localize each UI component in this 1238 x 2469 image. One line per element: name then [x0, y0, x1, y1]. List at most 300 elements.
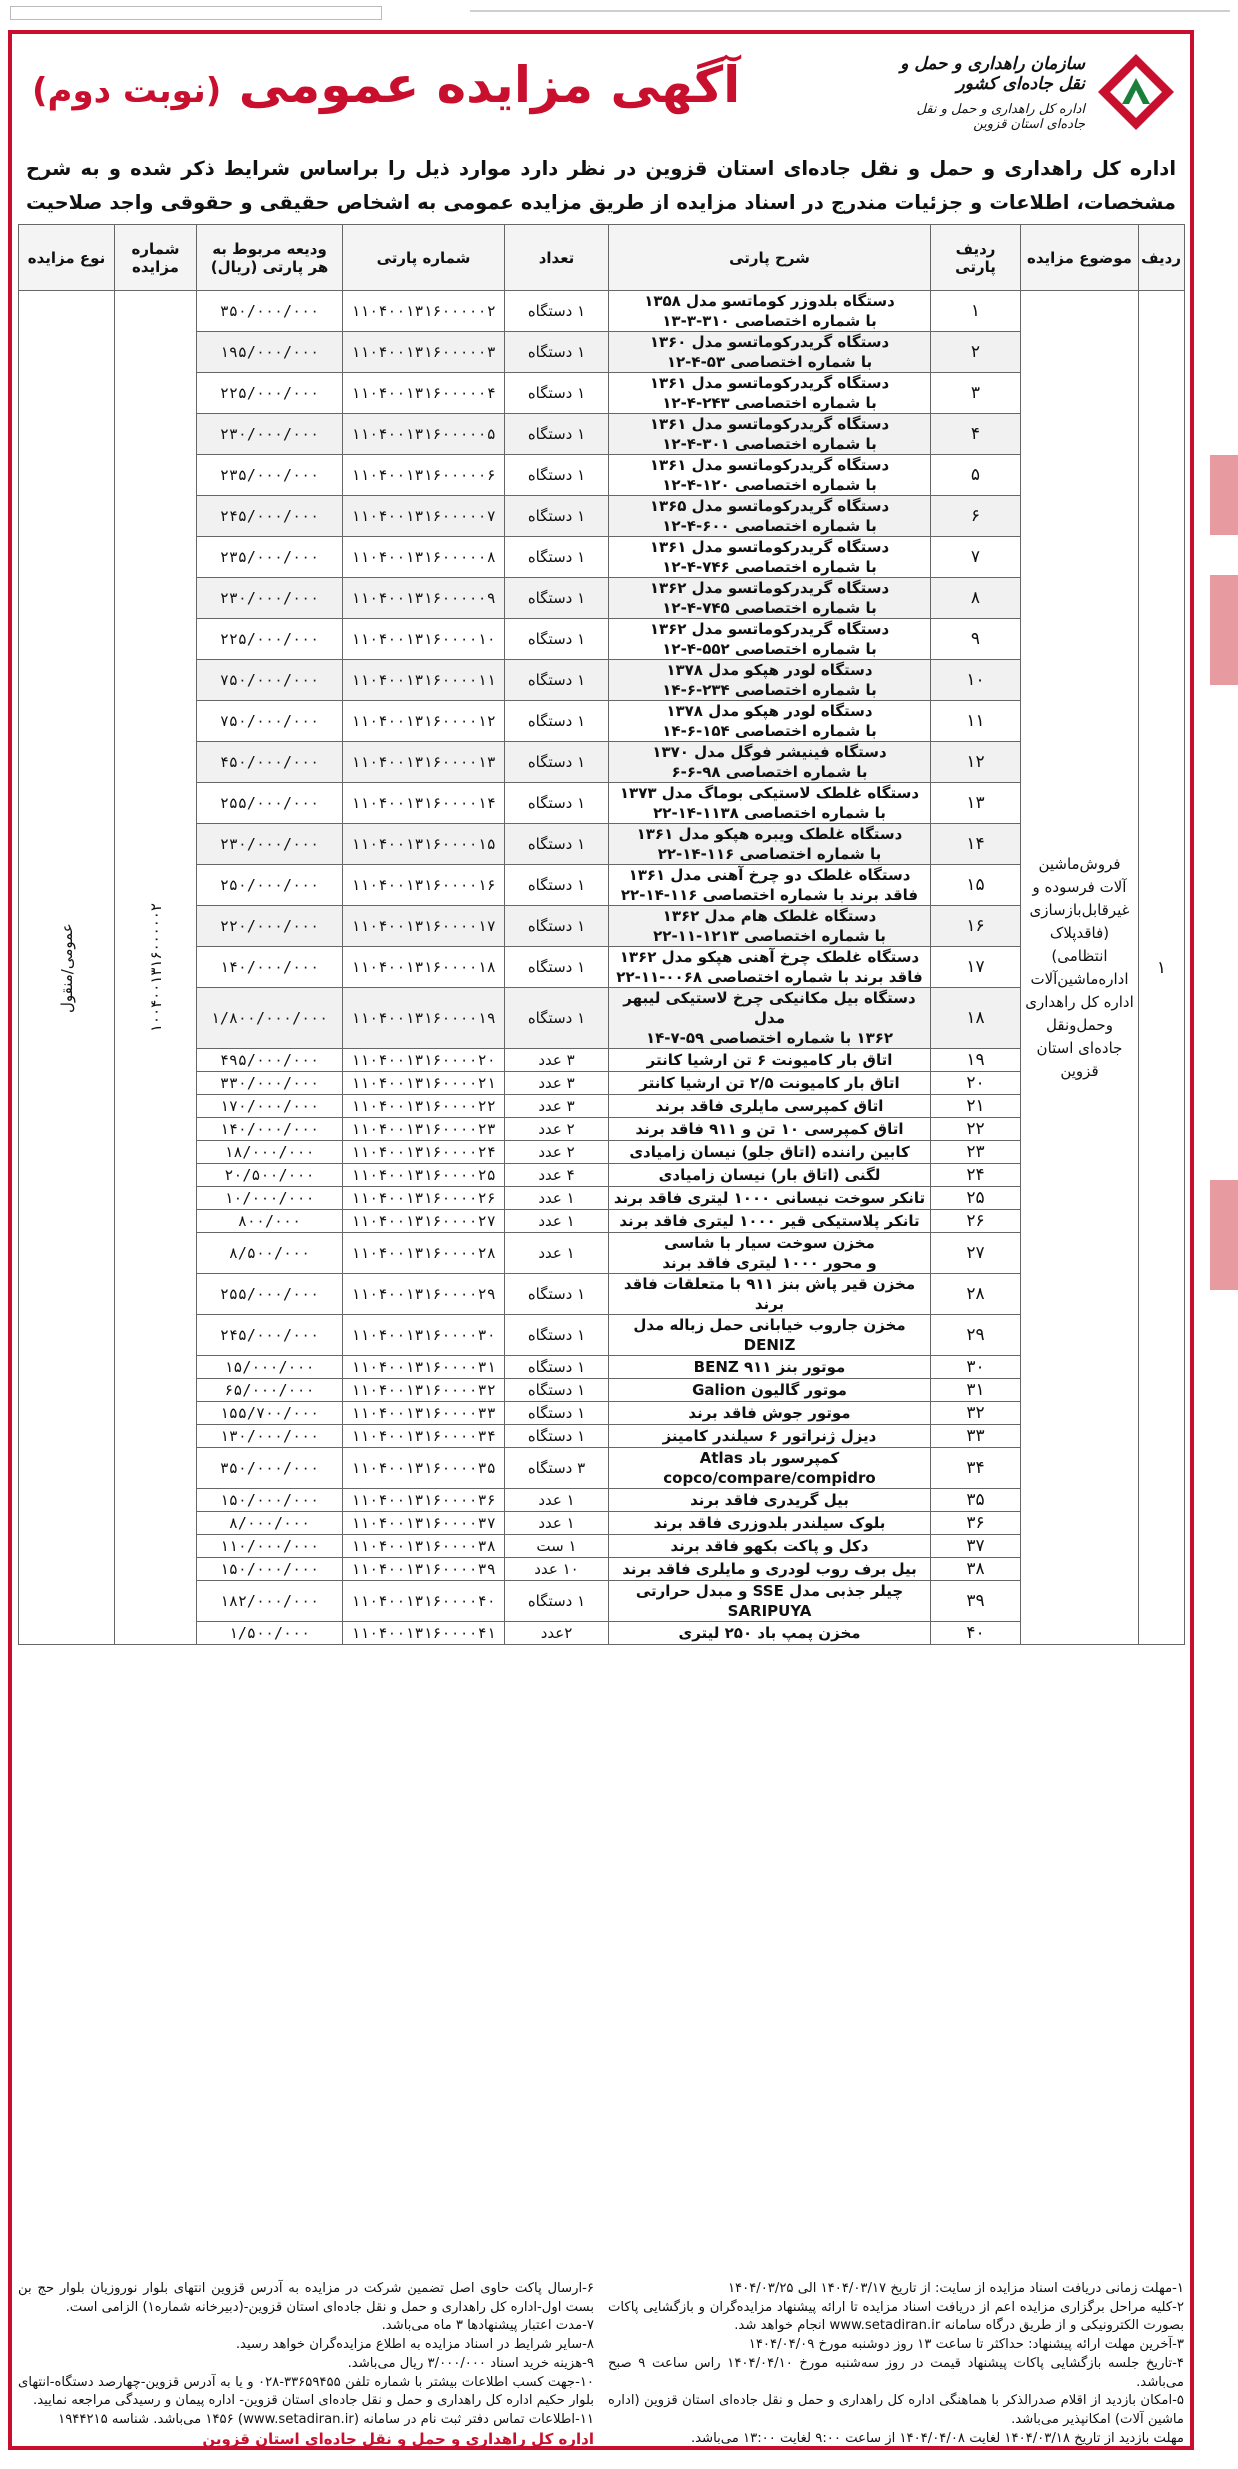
lot-description-cell — [609, 1095, 931, 1118]
lot-deposit-cell: ۸/۵۰۰/۰۰۰ — [197, 1233, 343, 1274]
lot-deposit-cell: ۲۲۰/۰۰۰/۰۰۰ — [197, 906, 343, 947]
note-item: ۶-ارسال پاکت حاوی اصل تضمین شرکت در مزایده به آدرس قزوین انتهای بلوار نوروزیان بلوار حج بن بست اول-اداره کل راهداری و حمل و نقل جاده‌ای استان قزوین-(دبیرخانه شماره۱) الزامی است. — [18, 2281, 594, 2315]
lot-deposit-cell: ۲۵۰/۰۰۰/۰۰۰ — [197, 865, 343, 906]
lot-number-cell: ۶ — [931, 496, 1021, 537]
side-marker — [1210, 1180, 1238, 1290]
lot-description-cell — [609, 291, 931, 332]
lot-code-cell: ۱۱۰۴۰۰۱۳۱۶۰۰۰۰۴۱ — [343, 1622, 505, 1645]
title-sub: (نوبت دوم) — [32, 71, 222, 111]
header-qty: تعداد — [505, 225, 609, 291]
lot-quantity-cell: ۱ دستگاه — [505, 1425, 609, 1448]
lot-description-line-2: با شماره اختصاصی ۳۱۰-۳-۱۳ — [662, 312, 877, 330]
lot-code-cell: ۱۱۰۴۰۰۱۳۱۶۰۰۰۰۲۲ — [343, 1095, 505, 1118]
lot-description-cell — [609, 1622, 931, 1645]
lot-deposit-cell: ۱۵۵/۷۰۰/۰۰۰ — [197, 1402, 343, 1425]
lot-deposit-cell: ۲۴۵/۰۰۰/۰۰۰ — [197, 496, 343, 537]
lot-description-line-2: با شماره اختصاصی ۱۱۶-۱۴-۲۲ — [657, 845, 882, 863]
lot-code-cell: ۱۱۰۴۰۰۱۳۱۶۰۰۰۰۰۶ — [343, 455, 505, 496]
lot-number-cell: ۸ — [931, 578, 1021, 619]
note-item: ۷-مدت اعتبار پیشنهادها ۳ ماه می‌باشد. — [381, 2318, 594, 2334]
lot-code-cell: ۱۱۰۴۰۰۱۳۱۶۰۰۰۰۱۹ — [343, 988, 505, 1049]
lot-deposit-cell: ۲۳۵/۰۰۰/۰۰۰ — [197, 455, 343, 496]
lot-number-cell: ۱۴ — [931, 824, 1021, 865]
lot-quantity-cell: ۱ دستگاه — [505, 1356, 609, 1379]
lot-description-line-1: دستگاه گریدرکوماتسو مدل ۱۳۶۱ — [649, 538, 890, 556]
lot-description-cell — [609, 988, 931, 1049]
lot-description-line-1: دستگاه لودر هپکو مدل ۱۳۷۸ — [666, 661, 873, 679]
lot-code-cell: ۱۱۰۴۰۰۱۳۱۶۰۰۰۰۳۶ — [343, 1489, 505, 1512]
note-item: مهلت بازدید از تاریخ ۱۴۰۴/۰۳/۱۸ لغایت ۱۴۰۴/۰۴/۰۸ از ساعت ۹:۰۰ لغایت ۱۳:۰۰ می‌باشد. — [690, 2430, 1184, 2446]
notes-footer-signature: اداره کل راهداری و حمل و نقل جاده‌ای استان قزوین — [202, 2429, 594, 2448]
lot-number-cell: ۳۴ — [931, 1448, 1021, 1489]
lot-description-cell — [609, 1512, 931, 1535]
advert-title — [32, 56, 740, 114]
lot-description-line-2: با شماره اختصاصی ۳۰۱-۴-۱۲ — [662, 435, 877, 453]
lot-deposit-cell: ۲۳۰/۰۰۰/۰۰۰ — [197, 578, 343, 619]
lot-description-cell — [609, 906, 931, 947]
lot-number-cell: ۱۶ — [931, 906, 1021, 947]
lot-code-cell: ۱۱۰۴۰۰۱۳۱۶۰۰۰۰۳۲ — [343, 1379, 505, 1402]
lot-quantity-cell: ۱ دستگاه — [505, 537, 609, 578]
org-line-2: اداره کل راهداری و حمل و نقل جاده‌ای استان قزوین — [916, 102, 1085, 132]
lot-code-cell: ۱۱۰۴۰۰۱۳۱۶۰۰۰۰۱۶ — [343, 865, 505, 906]
note-item: ۵-امکان بازدید از اقلام صدرالذکر با هماهنگی اداره کل راهداری و حمل و نقل جاده‌ای استان قزوین (اداره ماشین آلات) امکانپذیر می‌باشد. — [608, 2393, 1184, 2427]
lots-table — [18, 224, 1185, 1645]
header-radif: ردیف — [1139, 225, 1185, 291]
lot-number-cell: ۲۰ — [931, 1072, 1021, 1095]
lot-description-line-1: دستگاه غلطک هام مدل ۱۳۶۲ — [662, 907, 877, 925]
lot-code-cell: ۱۱۰۴۰۰۱۳۱۶۰۰۰۰۱۲ — [343, 701, 505, 742]
subject-cell: فروش‌ماشین آلات فرسوده و غیرقابل‌بازسازی (فاقدپلاک انتظامی) اداره‌ماشین‌آلات اداره کل راهداری وحمل‌ونقل جاده‌ای استان قزوین — [1021, 291, 1139, 1645]
lot-code-cell: ۱۱۰۴۰۰۱۳۱۶۰۰۰۰۳۹ — [343, 1558, 505, 1581]
lot-description-line-1: کمپرسور باد Atlas — [699, 1449, 840, 1467]
lot-description-cell — [609, 947, 931, 988]
radif-cell: ۱ — [1139, 291, 1185, 1645]
lot-description-line-2: و محور ۱۰۰۰ لیتری فاقد برند — [662, 1254, 877, 1272]
lot-description-line-1: اتاق بار کامیونت ۶ تن ارشیا کانتر — [646, 1051, 893, 1069]
lot-description-cell — [609, 1210, 931, 1233]
lot-description-line-1: تانکر سوخت نیسانی ۱۰۰۰ لیتری فاقد برند — [613, 1189, 926, 1207]
lot-code-cell: ۱۱۰۴۰۰۱۳۱۶۰۰۰۰۴۰ — [343, 1581, 505, 1622]
lot-description-line-1: اتاق کمپرسی مایلری فاقد برند — [655, 1097, 884, 1115]
top-strip-box — [10, 6, 382, 20]
lot-deposit-cell: ۸۰۰/۰۰۰ — [197, 1210, 343, 1233]
lot-description-cell — [609, 1425, 931, 1448]
lot-deposit-cell: ۱۵۰/۰۰۰/۰۰۰ — [197, 1489, 343, 1512]
lot-description-line-1: مخزن جاروب خیابانی حمل زباله مدل DENIZ — [633, 1316, 906, 1354]
lot-description-line-1: تانکر پلاستیکی قیر ۱۰۰۰ لیتری فاقد برند — [619, 1212, 920, 1230]
lot-number-cell: ۱۲ — [931, 742, 1021, 783]
lot-number-cell: ۴ — [931, 414, 1021, 455]
lot-deposit-cell: ۱۵/۰۰۰/۰۰۰ — [197, 1356, 343, 1379]
header-desc: شرح پارتی — [609, 225, 931, 291]
lot-deposit-cell: ۱۹۵/۰۰۰/۰۰۰ — [197, 332, 343, 373]
lot-description-line-1: مخزن قیر پاش بنز ۹۱۱ با متعلقات فاقد برند — [623, 1275, 916, 1313]
lot-number-cell: ۱۱ — [931, 701, 1021, 742]
lot-code-cell: ۱۱۰۴۰۰۱۳۱۶۰۰۰۰۰۸ — [343, 537, 505, 578]
lot-quantity-cell: ۱ دستگاه — [505, 865, 609, 906]
lot-code-cell: ۱۱۰۴۰۰۱۳۱۶۰۰۰۰۳۸ — [343, 1535, 505, 1558]
lot-description-cell — [609, 1535, 931, 1558]
lot-code-cell: ۱۱۰۴۰۰۱۳۱۶۰۰۰۰۱۸ — [343, 947, 505, 988]
lot-description-line-1: کابین راننده (اتاق جلو) نیسان زامیادی — [629, 1143, 910, 1161]
lot-deposit-cell: ۷۵۰/۰۰۰/۰۰۰ — [197, 660, 343, 701]
advert-frame — [8, 30, 1194, 2450]
lot-number-cell: ۲۹ — [931, 1315, 1021, 1356]
lot-description-line-2: با شماره اختصاصی ۶۰۰-۴-۱۲ — [662, 517, 877, 535]
lot-quantity-cell: ۳ عدد — [505, 1049, 609, 1072]
organization-name — [875, 54, 1085, 132]
lot-description-line-1: دستگاه گریدرکوماتسو مدل ۱۳۶۲ — [649, 620, 890, 638]
lot-quantity-cell: ۱ دستگاه — [505, 824, 609, 865]
lot-description-cell — [609, 1448, 931, 1489]
lot-quantity-cell: ۱ دستگاه — [505, 742, 609, 783]
lot-description-line-1: اتاق کمپرسی ۱۰ تن و ۹۱۱ فاقد برند — [635, 1120, 904, 1138]
lot-description-line-2: با شماره اختصاصی ۲۴۳-۴-۱۲ — [662, 394, 877, 412]
note-item: ۱-مهلت زمانی دریافت اسناد مزایده از سایت: از تاریخ ۱۴۰۴/۰۳/۱۷ الی ۱۴۰۴/۰۳/۲۵ — [727, 2281, 1184, 2296]
lot-number-cell: ۱۷ — [931, 947, 1021, 988]
lot-description-line-2: با شماره اختصاصی ۷۴۶-۴-۱۲ — [662, 558, 877, 576]
lot-number-cell: ۲ — [931, 332, 1021, 373]
title-main: آگهی مزایده عمومی — [238, 56, 741, 114]
lot-number-cell: ۲۳ — [931, 1141, 1021, 1164]
top-strip — [0, 0, 1238, 28]
lot-description-line-1: دستگاه لودر هپکو مدل ۱۳۷۸ — [666, 702, 873, 720]
lot-code-cell: ۱۱۰۴۰۰۱۳۱۶۰۰۰۰۰۹ — [343, 578, 505, 619]
lot-code-cell: ۱۱۰۴۰۰۱۳۱۶۰۰۰۰۰۲ — [343, 291, 505, 332]
top-strip-line — [470, 10, 1230, 12]
side-marker — [1210, 575, 1238, 685]
lot-description-line-1: مخزن پمپ باد ۲۵۰ لیتری — [678, 1624, 861, 1642]
lot-code-cell: ۱۱۰۴۰۰۱۳۱۶۰۰۰۰۳۱ — [343, 1356, 505, 1379]
lot-number-cell: ۱۰ — [931, 660, 1021, 701]
lot-description-line-1: چیلر جذبی مدل SSE و مبدل حرارتی — [635, 1582, 904, 1600]
lot-number-cell: ۳۶ — [931, 1512, 1021, 1535]
lot-quantity-cell: ۱ دستگاه — [505, 332, 609, 373]
header-type: نوع مزایده — [19, 225, 115, 291]
lot-description-cell — [609, 1379, 931, 1402]
lot-quantity-cell: ۱ دستگاه — [505, 291, 609, 332]
lot-deposit-cell: ۱۵۰/۰۰۰/۰۰۰ — [197, 1558, 343, 1581]
lot-description-line-1: دستگاه گریدرکوماتسو مدل ۱۳۶۵ — [649, 497, 890, 515]
lot-code-cell: ۱۱۰۴۰۰۱۳۱۶۰۰۰۰۱۳ — [343, 742, 505, 783]
lot-description-cell — [609, 1049, 931, 1072]
lot-quantity-cell: ۲ عدد — [505, 1118, 609, 1141]
lot-description-line-2: فاقد برند با شماره اختصاصی ۱۱۶-۱۴-۲۲ — [620, 886, 919, 904]
lot-number-cell: ۲۱ — [931, 1095, 1021, 1118]
road-organization-logo-icon — [1096, 52, 1176, 132]
lot-code-cell: ۱۱۰۴۰۰۱۳۱۶۰۰۰۰۳۷ — [343, 1512, 505, 1535]
lot-description-line-1: لگنی (اتاق بار) نیسان زامیادی — [658, 1166, 881, 1184]
lot-code-cell: ۱۱۰۴۰۰۱۳۱۶۰۰۰۰۲۰ — [343, 1049, 505, 1072]
lot-quantity-cell: ۱ دستگاه — [505, 988, 609, 1049]
lot-quantity-cell: ۱ دستگاه — [505, 414, 609, 455]
lot-description-line-2: با شماره اختصاصی ۲۳۴-۶-۱۴ — [662, 681, 877, 699]
lot-code-cell: ۱۱۰۴۰۰۱۳۱۶۰۰۰۰۲۵ — [343, 1164, 505, 1187]
note-item: ۳-آخرین مهلت ارائه پیشنهاد: حداکثر تا ساعت ۱۳ روز دوشنبه مورخ ۱۴۰۴/۰۴/۰۹ — [748, 2337, 1184, 2353]
lot-quantity-cell: ۱ دستگاه — [505, 1402, 609, 1425]
lot-description-cell — [609, 865, 931, 906]
lot-description-line-1: دستگاه غلطک ویبره هپکو مدل ۱۳۶۱ — [636, 825, 903, 843]
lot-code-cell: ۱۱۰۴۰۰۱۳۱۶۰۰۰۰۰۴ — [343, 373, 505, 414]
lot-code-cell: ۱۱۰۴۰۰۱۳۱۶۰۰۰۰۲۸ — [343, 1233, 505, 1274]
lot-number-cell: ۲۸ — [931, 1274, 1021, 1315]
lot-quantity-cell: ۱ دستگاه — [505, 947, 609, 988]
lot-quantity-cell: ۱ دستگاه — [505, 619, 609, 660]
lot-deposit-cell: ۸/۰۰۰/۰۰۰ — [197, 1512, 343, 1535]
lot-description-line-1: دستگاه گریدرکوماتسو مدل ۱۳۶۱ — [649, 415, 890, 433]
lot-description-line-1: موتور جوش فاقد برند — [688, 1404, 851, 1422]
lot-quantity-cell: ۱ دستگاه — [505, 496, 609, 537]
lot-quantity-cell: ۱ دستگاه — [505, 373, 609, 414]
note-item: ۲-کلیه مراحل برگزاری مزایده اعم از دریافت اسناد مزایده تا ارائه پیشنهاد مزایده‌گران و بازگشایی پاکات بصورت الکترونیکی و از طریق درگاه سامانه www.setadiran.ir انجام خواهد شد. — [608, 2299, 1184, 2334]
lot-quantity-cell: ۱ دستگاه — [505, 1581, 609, 1622]
lot-description-line-2: فاقد برند با شماره اختصاصی ۰۰۶۸-۱۱-۲۲ — [616, 968, 923, 986]
lot-deposit-cell: ۶۵/۰۰۰/۰۰۰ — [197, 1379, 343, 1402]
lot-description-line-2: copco/compare/compidro — [663, 1469, 876, 1487]
lot-code-cell: ۱۱۰۴۰۰۱۳۱۶۰۰۰۰۲۶ — [343, 1187, 505, 1210]
advert-header — [12, 34, 1190, 150]
lot-description-line-2: ۱۳۶۲ با شماره اختصاصی ۵۹-۷-۱۴ — [645, 1029, 894, 1047]
lot-deposit-cell: ۱۴۰/۰۰۰/۰۰۰ — [197, 947, 343, 988]
lot-description-line-1: دستگاه غلطک چرخ آهنی هپکو مدل ۱۳۶۲ — [619, 948, 920, 966]
note-item: ۱۱-اطلاعات تماس دفتر ثبت نام در سامانه (www.setadiran.ir) ۱۴۵۶ می‌باشد. شناسه ۱۹۴۴۲۱۵ — [58, 2411, 594, 2427]
lot-description-cell — [609, 414, 931, 455]
header-deposit: ودیعه مربوط به هر پارتی (ریال) — [197, 225, 343, 291]
lot-quantity-cell: ۳ عدد — [505, 1095, 609, 1118]
lot-deposit-cell: ۲۴۵/۰۰۰/۰۰۰ — [197, 1315, 343, 1356]
lot-quantity-cell: ۱ دستگاه — [505, 1274, 609, 1315]
lot-number-cell: ۳۲ — [931, 1402, 1021, 1425]
lot-description-line-1: دکل و پاکت بکهو فاقد برند — [670, 1537, 869, 1555]
lot-number-cell: ۳۱ — [931, 1379, 1021, 1402]
lot-description-cell — [609, 1187, 931, 1210]
lot-deposit-cell: ۲۰/۵۰۰/۰۰۰ — [197, 1164, 343, 1187]
lot-deposit-cell: ۱/۵۰۰/۰۰۰ — [197, 1622, 343, 1645]
lot-description-line-2: با شماره اختصاصی ۱۲۱۳-۱۱-۲۲ — [653, 927, 886, 945]
lot-code-cell: ۱۱۰۴۰۰۱۳۱۶۰۰۰۰۲۷ — [343, 1210, 505, 1233]
lot-deposit-cell: ۱۸۲/۰۰۰/۰۰۰ — [197, 1581, 343, 1622]
table-row — [19, 291, 1185, 332]
lot-number-cell: ۳۸ — [931, 1558, 1021, 1581]
lot-code-cell: ۱۱۰۴۰۰۱۳۱۶۰۰۰۰۳۳ — [343, 1402, 505, 1425]
lot-deposit-cell: ۱۷۰/۰۰۰/۰۰۰ — [197, 1095, 343, 1118]
lot-deposit-cell: ۱۰/۰۰۰/۰۰۰ — [197, 1187, 343, 1210]
lot-description-line-1: مخزن سوخت سیار با شاسی — [664, 1234, 875, 1252]
header-lot-no: ردیف پارتی — [931, 225, 1021, 291]
lot-code-cell: ۱۱۰۴۰۰۱۳۱۶۰۰۰۰۰۵ — [343, 414, 505, 455]
lot-number-cell: ۳۰ — [931, 1356, 1021, 1379]
lot-code-cell: ۱۱۰۴۰۰۱۳۱۶۰۰۰۰۱۱ — [343, 660, 505, 701]
lot-deposit-cell: ۲۲۵/۰۰۰/۰۰۰ — [197, 619, 343, 660]
lot-quantity-cell: ۳ دستگاه — [505, 1448, 609, 1489]
lot-code-cell: ۱۱۰۴۰۰۱۳۱۶۰۰۰۰۰۳ — [343, 332, 505, 373]
lot-code-cell: ۱۱۰۴۰۰۱۳۱۶۰۰۰۰۲۳ — [343, 1118, 505, 1141]
lot-number-cell: ۳۷ — [931, 1535, 1021, 1558]
lot-description-cell — [609, 1489, 931, 1512]
lot-description-line-2: SARIPUYA — [727, 1602, 812, 1620]
lot-description-line-1: دستگاه فینیشر فوگل مدل ۱۳۷۰ — [652, 743, 887, 761]
lot-description-cell — [609, 332, 931, 373]
lot-number-cell: ۱۸ — [931, 988, 1021, 1049]
note-item: ۱۰-جهت کسب اطلاعات بیشتر با شماره تلفن ۳۳۶۵۹۴۵۵-۰۲۸ و یا به آدرس قزوین-چهارصد دستگاه-انتهای بلوار حکیم اداره کل راهداری و حمل و نقل جاده‌ای استان قزوین- اداره پیمان و رسیدگی مراجعه نمایید. — [18, 2374, 594, 2409]
lot-description-cell — [609, 783, 931, 824]
lot-quantity-cell: ۲عدد — [505, 1622, 609, 1645]
lot-description-line-1: موتور بنز BENZ ۹۱۱ — [693, 1358, 846, 1376]
lot-deposit-cell: ۱۸/۰۰۰/۰۰۰ — [197, 1141, 343, 1164]
header-lot-code: شماره پارتی — [343, 225, 505, 291]
lot-description-line-2: با شماره اختصاصی ۱۵۴-۶-۱۴ — [662, 722, 877, 740]
lot-code-cell: ۱۱۰۴۰۰۱۳۱۶۰۰۰۰۱۵ — [343, 824, 505, 865]
lot-number-cell: ۴۰ — [931, 1622, 1021, 1645]
lot-number-cell: ۹ — [931, 619, 1021, 660]
note-item: ۴-تاریخ جلسه بازگشایی پاکات پیشنهاد قیمت در روز سه‌شنبه مورخ ۱۴۰۴/۰۴/۱۰ راس ساعت ۹ صبح می‌باشد. — [608, 2355, 1184, 2390]
lot-description-line-1: دستگاه غلطک دو چرخ آهنی مدل ۱۳۶۱ — [628, 866, 911, 884]
lot-number-cell: ۲۲ — [931, 1118, 1021, 1141]
lot-deposit-cell: ۲۵۵/۰۰۰/۰۰۰ — [197, 1274, 343, 1315]
lot-quantity-cell: ۴ عدد — [505, 1164, 609, 1187]
lot-number-cell: ۲۶ — [931, 1210, 1021, 1233]
lot-description-cell — [609, 701, 931, 742]
lot-description-line-2: با شماره اختصاصی ۱۲۰-۴-۱۲ — [662, 476, 877, 494]
lot-deposit-cell: ۲۳۵/۰۰۰/۰۰۰ — [197, 537, 343, 578]
notes-section — [18, 2280, 1184, 2446]
lot-description-cell — [609, 1233, 931, 1274]
lot-description-line-1: اتاق بار کامیونت ۲/۵ تن ارشیا کانتر — [639, 1074, 900, 1092]
lot-description-cell — [609, 824, 931, 865]
lot-number-cell: ۲۴ — [931, 1164, 1021, 1187]
side-marker — [1210, 455, 1238, 535]
lot-deposit-cell: ۱۳۰/۰۰۰/۰۰۰ — [197, 1425, 343, 1448]
lot-quantity-cell: ۱ دستگاه — [505, 783, 609, 824]
lot-deposit-cell: ۱۱۰/۰۰۰/۰۰۰ — [197, 1535, 343, 1558]
lot-quantity-cell: ۱ ست — [505, 1535, 609, 1558]
lot-description-cell — [609, 660, 931, 701]
lot-number-cell: ۲۷ — [931, 1233, 1021, 1274]
lot-description-cell — [609, 742, 931, 783]
lot-description-line-1: دستگاه گریدرکوماتسو مدل ۱۳۶۲ — [649, 579, 890, 597]
lot-deposit-cell: ۲۵۵/۰۰۰/۰۰۰ — [197, 783, 343, 824]
lot-description-cell — [609, 1402, 931, 1425]
lot-code-cell: ۱۱۰۴۰۰۱۳۱۶۰۰۰۰۲۴ — [343, 1141, 505, 1164]
header-auction-no: شماره مزایده — [115, 225, 197, 291]
lot-description-line-1: دستگاه گریدرکوماتسو مدل ۱۳۶۰ — [649, 333, 890, 351]
lot-description-line-1: بلوک سیلندر بلدوزری فاقد برند — [653, 1514, 886, 1532]
lot-description-line-2: با شماره اختصاصی ۵۳-۴-۱۲ — [666, 353, 873, 371]
lot-code-cell: ۱۱۰۴۰۰۱۳۱۶۰۰۰۰۱۰ — [343, 619, 505, 660]
lot-description-line-1: بیل گریدری فاقد برند — [690, 1491, 849, 1509]
lot-quantity-cell: ۱ دستگاه — [505, 906, 609, 947]
lot-description-cell — [609, 1141, 931, 1164]
lot-deposit-cell: ۳۳۰/۰۰۰/۰۰۰ — [197, 1072, 343, 1095]
lot-quantity-cell: ۱ دستگاه — [505, 660, 609, 701]
lot-quantity-cell: ۱ عدد — [505, 1233, 609, 1274]
lot-quantity-cell: ۱۰ عدد — [505, 1558, 609, 1581]
lot-code-cell: ۱۱۰۴۰۰۱۳۱۶۰۰۰۰۲۱ — [343, 1072, 505, 1095]
lot-deposit-cell: ۴۵۰/۰۰۰/۰۰۰ — [197, 742, 343, 783]
header-subject: موضوع مزایده — [1021, 225, 1139, 291]
intro-paragraph: اداره کل راهداری و حمل و نقل جاده‌ای استان قزوین در نظر دارد موارد ذیل را براساس شرایط ذکر شده و به شرح مشخصات، اطلاعات و جزئیات مندرج در اسناد مزایده از طریق مزایده عمومی به اشخاص حقیقی و حقوقی واجد صلاحیت — [26, 157, 1176, 214]
lot-description-cell — [609, 1356, 931, 1379]
lot-description-line-1: بیل برف روب لودری و مایلری فاقد برند — [622, 1560, 917, 1578]
lot-number-cell: ۳۵ — [931, 1489, 1021, 1512]
lot-quantity-cell: ۱ دستگاه — [505, 578, 609, 619]
lot-deposit-cell: ۴۹۵/۰۰۰/۰۰۰ — [197, 1049, 343, 1072]
note-item: ۹-هزینه خرید اسناد ۳/۰۰۰/۰۰۰ ریال می‌باشد. — [347, 2355, 594, 2371]
lot-number-cell: ۳۹ — [931, 1581, 1021, 1622]
lot-deposit-cell: ۲۳۰/۰۰۰/۰۰۰ — [197, 824, 343, 865]
lot-code-cell: ۱۱۰۴۰۰۱۳۱۶۰۰۰۰۱۷ — [343, 906, 505, 947]
lot-description-cell — [609, 373, 931, 414]
org-line-1: سازمان راهداری و حمل و نقل جاده‌ای کشور — [900, 54, 1085, 94]
lot-description-line-1: دستگاه گریدرکوماتسو مدل ۱۳۶۱ — [649, 456, 890, 474]
lot-description-line-1: دستگاه گریدرکوماتسو مدل ۱۳۶۱ — [649, 374, 890, 392]
lot-quantity-cell: ۱ عدد — [505, 1187, 609, 1210]
lot-code-cell: ۱۱۰۴۰۰۱۳۱۶۰۰۰۰۳۵ — [343, 1448, 505, 1489]
lot-description-cell — [609, 1118, 931, 1141]
lot-description-cell — [609, 455, 931, 496]
lot-description-cell — [609, 1315, 931, 1356]
lot-description-cell — [609, 619, 931, 660]
auction-number-cell: ۱۰۰۴۰۰۱۳۱۶۰۰۰۰۰۲ — [115, 291, 197, 1645]
lot-deposit-cell: ۲۳۰/۰۰۰/۰۰۰ — [197, 414, 343, 455]
lot-code-cell: ۱۱۰۴۰۰۱۳۱۶۰۰۰۰۱۴ — [343, 783, 505, 824]
lot-number-cell: ۱۵ — [931, 865, 1021, 906]
lot-code-cell: ۱۱۰۴۰۰۱۳۱۶۰۰۰۰۳۰ — [343, 1315, 505, 1356]
notes-left-column — [18, 2280, 594, 2448]
lot-description-cell — [609, 1558, 931, 1581]
lot-description-line-1: دستگاه غلطک لاستیکی بوماگ مدل ۱۳۷۳ — [619, 784, 920, 802]
lot-code-cell: ۱۱۰۴۰۰۱۳۱۶۰۰۰۰۰۷ — [343, 496, 505, 537]
table-header-row — [19, 225, 1185, 291]
lot-description-cell — [609, 578, 931, 619]
lot-code-cell: ۱۱۰۴۰۰۱۳۱۶۰۰۰۰۲۹ — [343, 1274, 505, 1315]
note-item: ۸-سایر شرایط در اسناد مزایده به اطلاع مزایده‌گران خواهد رسید. — [235, 2337, 594, 2353]
lot-quantity-cell: ۱ دستگاه — [505, 701, 609, 742]
lot-deposit-cell: ۱/۸۰۰/۰۰۰/۰۰۰ — [197, 988, 343, 1049]
notes-right-column — [608, 2280, 1184, 2448]
lot-description-line-1: موتور گالیون Galion — [692, 1381, 847, 1399]
lot-description-cell — [609, 1072, 931, 1095]
auction-type-cell: عمومی/منقول — [19, 291, 115, 1645]
lot-description-line-2: با شماره اختصاصی ۷۴۵-۴-۱۲ — [662, 599, 877, 617]
lot-code-cell: ۱۱۰۴۰۰۱۳۱۶۰۰۰۰۳۴ — [343, 1425, 505, 1448]
lot-description-cell — [609, 1581, 931, 1622]
lot-number-cell: ۲۵ — [931, 1187, 1021, 1210]
lot-quantity-cell: ۳ عدد — [505, 1072, 609, 1095]
lot-deposit-cell: ۱۴۰/۰۰۰/۰۰۰ — [197, 1118, 343, 1141]
lot-deposit-cell: ۳۵۰/۰۰۰/۰۰۰ — [197, 291, 343, 332]
lot-quantity-cell: ۱ عدد — [505, 1512, 609, 1535]
lot-number-cell: ۳ — [931, 373, 1021, 414]
lot-quantity-cell: ۱ عدد — [505, 1210, 609, 1233]
lot-description-line-2: با شماره اختصاصی ۵۵۲-۴-۱۲ — [662, 640, 877, 658]
lot-quantity-cell: ۲ عدد — [505, 1141, 609, 1164]
lot-quantity-cell: ۱ عدد — [505, 1489, 609, 1512]
lot-quantity-cell: ۱ دستگاه — [505, 1315, 609, 1356]
lot-description-cell — [609, 1274, 931, 1315]
lot-number-cell: ۱۳ — [931, 783, 1021, 824]
lot-number-cell: ۳۳ — [931, 1425, 1021, 1448]
lot-number-cell: ۱ — [931, 291, 1021, 332]
lot-quantity-cell: ۱ دستگاه — [505, 1379, 609, 1402]
lot-description-line-1: دستگاه بیل مکانیکی چرخ لاستیکی لیبهر مدل — [623, 989, 916, 1027]
lot-description-cell — [609, 537, 931, 578]
lot-deposit-cell: ۲۲۵/۰۰۰/۰۰۰ — [197, 373, 343, 414]
lot-deposit-cell: ۷۵۰/۰۰۰/۰۰۰ — [197, 701, 343, 742]
lot-number-cell: ۵ — [931, 455, 1021, 496]
lot-number-cell: ۱۹ — [931, 1049, 1021, 1072]
